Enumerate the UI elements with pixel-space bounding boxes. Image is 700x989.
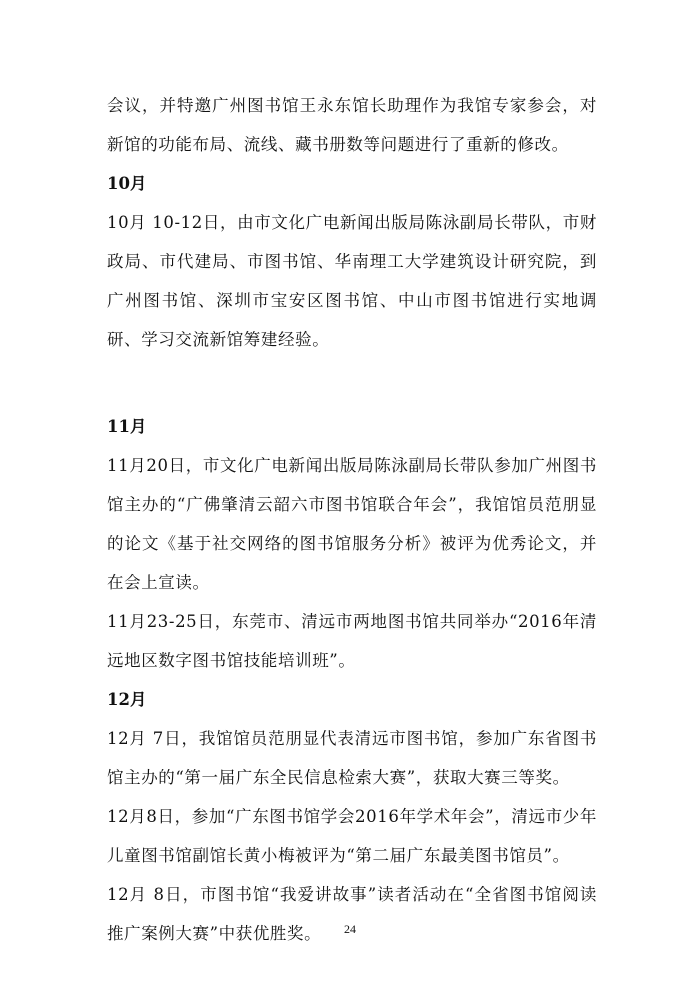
paragraph-november-annual-meeting: 11月20日，市文化广电新闻出版局陈泳副局长带队参加广州图书馆主办的“广佛肇清云韶六市图书馆联合年会”，我馆馆员范朋显的论文《基于社交网络的图书馆服务分析》被评为优秀论文，并在会上宣读。	[107, 456, 597, 592]
page-body	[107, 86, 597, 953]
paragraph-december-reading-award: 12月 8日，市图书馆“我爱讲故事”读者活动在“全省图书馆阅读推广案例大赛”中获优胜奖。	[107, 885, 597, 943]
paragraph-december-academic-meeting: 12月8日，参加“广东图书馆学会2016年学术年会”，清远市少年儿童图书馆副馆长黄小梅被评为“第二届广东最美图书馆员”。	[107, 807, 597, 865]
heading-october: 10月	[107, 174, 147, 193]
heading-november: 11月	[107, 417, 147, 436]
paragraph-december-search-contest: 12月 7日，我馆馆员范朋显代表清远市图书馆，参加广东省图书馆主办的“第一届广东全民信息检索大赛”，获取大赛三等奖。	[107, 729, 597, 787]
page-number: 24	[344, 922, 356, 936]
paragraph-october-research-trip: 10月 10-12日，由市文化广电新闻出版局陈泳副局长带队，市财政局、市代建局、市图书馆、华南理工大学建筑设计研究院，到广州图书馆、深圳市宝安区图书馆、中山市图书馆进行实地调研、学习交流新馆筹建经验。	[107, 213, 597, 349]
paragraph-november-training: 11月23-25日，东莞市、清远市两地图书馆共同举办“2016年清远地区数字图书馆技能培训班”。	[107, 612, 597, 670]
section-spacer	[107, 359, 597, 407]
paragraph-new-library-meeting: 会议，并特邀广州图书馆王永东馆长助理作为我馆专家参会，对新馆的功能布局、流线、藏书册数等问题进行了重新的修改。	[107, 96, 597, 154]
heading-december: 12月	[107, 690, 147, 709]
